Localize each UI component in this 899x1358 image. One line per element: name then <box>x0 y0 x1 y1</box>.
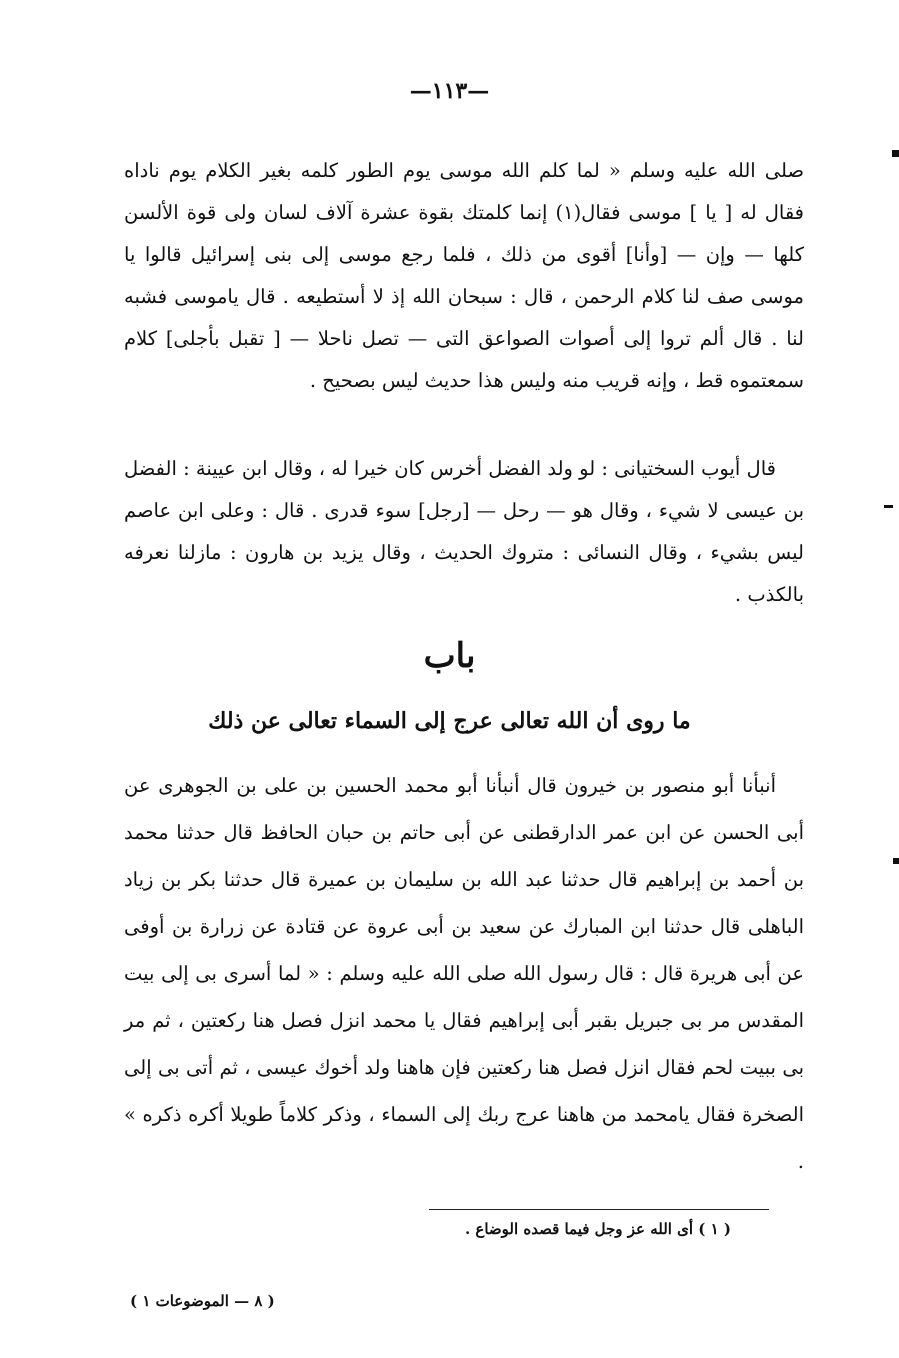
scan-edge-mark <box>892 150 899 157</box>
paragraph-text: صلى الله عليه وسلم « لما كلم الله موسى يوم الطور كلمه بغير الكلام يوم ناداه فقال له [ يا ] موسى فقال(١) إنما كلمتك بقوة عشرة آلاف لسان ولى قوة الألسن كلها — وإن — [وأنا] أقوى من ذلك ، فلما رجع موسى إلى بنى إسرائيل قالوا يا موسى صف لنا كلام الرحمن ، قال : سبحان الله إذ لا أستطيعه . قال ياموسى فشبه لنا . قال ألم تروا إلى أصوات الصواعق التى — تصل ناحلا — [ تقبل بأجلى] كلام سمعتموه قط ، وإنه قريب منه وليس هذا حديث ليس بصحيح . <box>124 159 805 392</box>
paragraph-text: قال أيوب السختيانى : لو ولد الفضل أخرس كان خيرا له ، وقال ابن عيينة : الفضل بن عيسى لا شيء ، وقال هو — رحل — [رجل] سوء قدرى . قال : وعلى ابن عاصم ليس بشيء ، وقال النسائى : متروك الحديث ، وقال يزيد بن هارون : مازلنا نعرفه بالكذب . <box>124 457 804 606</box>
paragraph-hadith-musa <box>124 150 804 402</box>
scan-edge-mark <box>884 505 893 508</box>
paragraph-text: أنبأنا أبو منصور بن خيرون قال أنبأنا أبو محمد الحسين بن على بن الجوهرى عن أبى الحسن عن ابن عمر الدارقطنى عن أبى حاتم بن حبان الحافظ قال حدثنا محمد بن أحمد بن إبراهيم قال حدثنا عبد الله بن سليمان بن عميرة قال حدثنا بكر بن زياد الباهلى قال حدثنا ابن المبارك عن سعيد بن أبى عروة عن قتادة عن زرارة بن أوفى عن أبى هريرة قال : قال رسول الله صلى الله عليه وسلم : « لما أسرى بى إلى بيت المقدس مر بى جبريل بقبر أبى إبراهيم فقال يا محمد انزل فصل هنا ركعتين ، ثم مر بى ببيت لحم فقال انزل فصل هنا ركعتين فإن هاهنا ولد أخوك عيسى ، ثم أتى بى إلى الصخرة فقال يامحمد من هاهنا عرج ربك إلى السماء ، وذكر كلاماً طويلا أكره ذكره » . <box>124 774 804 1173</box>
footnote-divider <box>429 1209 769 1210</box>
printer-signature: ( ٨ — الموضوعات ١ ) <box>130 1292 275 1310</box>
paragraph-narrator-criticism <box>124 448 804 616</box>
chapter-heading: ما روى أن الله تعالى عرج إلى السماء تعالى عن ذلك <box>208 708 691 734</box>
paragraph-isnad <box>124 762 804 1185</box>
section-label: باب <box>423 636 476 676</box>
scan-edge-mark <box>893 858 899 864</box>
page-number: —١١٣— <box>409 78 490 104</box>
footnote: ( ١ ) أى الله عز وجل فيما قصده الوضاع . <box>464 1220 731 1238</box>
